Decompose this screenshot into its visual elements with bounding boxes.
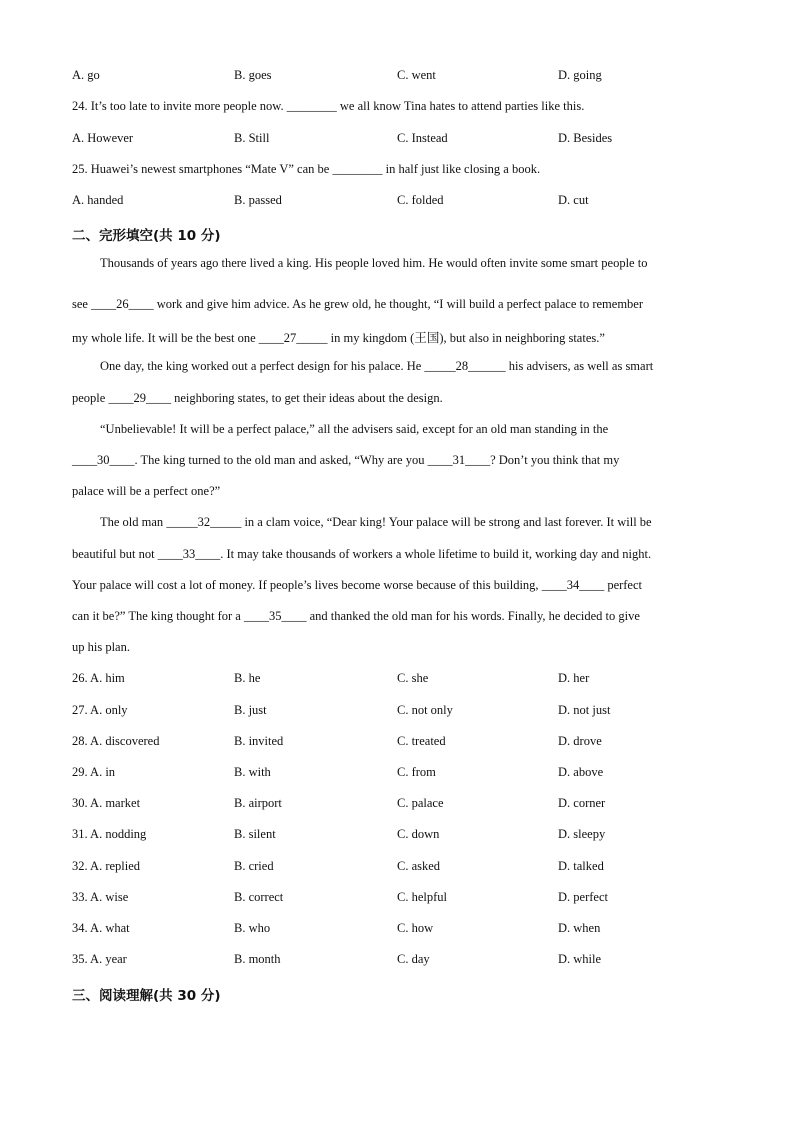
question-row-35 [72, 952, 732, 972]
option-c: C. palace [397, 796, 444, 810]
option-c: C. day [397, 952, 430, 966]
option-a: A. go [72, 68, 100, 82]
option-d: D. sleepy [558, 827, 606, 841]
passage-line: palace will be a perfect one?” [72, 484, 221, 498]
blank-35: ____35____ [243, 609, 307, 623]
option-d: D. perfect [558, 890, 608, 904]
question-row-28 [72, 734, 732, 754]
option-d: D. cut [558, 193, 589, 207]
option-c: C. treated [397, 734, 446, 748]
question-row-29 [72, 765, 732, 785]
option-b: B. invited [234, 734, 284, 748]
option-b: B. just [234, 703, 267, 717]
question-row-26 [72, 671, 732, 691]
option-c: C. she [397, 671, 429, 685]
blank-30: ____30____ [72, 453, 135, 467]
passage-line: can it be?” The king thought for a ____35____ and thanked the old man for his words. Finally, he decided to give [72, 609, 640, 623]
option-c: C. went [397, 68, 436, 82]
passage-line: “Unbelievable! It will be a perfect palace,” all the advisers said, except for an old man standing in the [100, 422, 609, 436]
blank-33: ____33____ [157, 547, 221, 561]
option-a: 35. A. year [72, 952, 127, 966]
passage-line: Your palace will cost a lot of money. If people’s lives become worse because of this building, ____34____ perfect [72, 578, 643, 592]
option-d: D. when [558, 921, 601, 935]
option-a: 33. A. wise [72, 890, 129, 904]
passage-line: up his plan. [72, 640, 130, 654]
option-b: B. Still [234, 131, 270, 145]
blank-28: _____28______ [424, 359, 506, 373]
option-b: B. he [234, 671, 261, 685]
blank-29: ____29____ [108, 391, 171, 405]
option-d: D. while [558, 952, 602, 966]
option-a: A. handed [72, 193, 124, 207]
option-b: B. airport [234, 796, 282, 810]
question-row-34 [72, 921, 732, 941]
option-c: C. not only [397, 703, 453, 717]
question-row-32 [72, 859, 732, 879]
option-c: C. Instead [397, 131, 448, 145]
option-b: B. who [234, 921, 271, 935]
question-row-33 [72, 890, 732, 910]
section-heading-cloze: 二、完形填空(共 10 分) [72, 228, 221, 244]
passage-line: One day, the king worked out a perfect design for his palace. He _____28______ his advisers, as well as smart [100, 359, 654, 373]
option-a: 28. A. discovered [72, 734, 160, 748]
q24-options [72, 131, 732, 151]
q23-options [72, 68, 732, 88]
section-heading-reading: 三、阅读理解(共 30 分) [72, 988, 221, 1004]
option-c: C. asked [397, 859, 441, 873]
option-a: 27. A. only [72, 703, 128, 717]
q25-stem: 25. Huawei’s newest smartphones “Mate V” can be ________ in half just like closing a book. [72, 162, 541, 176]
option-b: B. passed [234, 193, 282, 207]
blank-31: ____31____ [427, 453, 491, 467]
question-row-31 [72, 827, 732, 847]
question-row-30 [72, 796, 732, 816]
option-b: B. correct [234, 890, 284, 904]
option-c: C. helpful [397, 890, 447, 904]
option-b: B. month [234, 952, 281, 966]
q25-options [72, 193, 732, 213]
option-d: D. drove [558, 734, 602, 748]
q24-stem: 24. It’s too late to invite more people now. ________ we all know Tina hates to attend parties like this. [72, 99, 585, 113]
question-row-27 [72, 703, 732, 723]
option-b: B. goes [234, 68, 272, 82]
blank-26: ____26____ [91, 297, 154, 311]
option-c: C. from [397, 765, 436, 779]
option-c: C. folded [397, 193, 444, 207]
option-d: D. talked [558, 859, 604, 873]
option-d: D. not just [558, 703, 611, 717]
blank-27: ____27_____ [258, 331, 328, 345]
option-a: 29. A. in [72, 765, 116, 779]
option-d: D. Besides [558, 131, 613, 145]
passage-line: my whole life. It will be the best one ____27_____ in my kingdom (王国), but also in neighboring states.” [72, 331, 605, 345]
option-d: D. going [558, 68, 602, 82]
option-c: C. down [397, 827, 440, 841]
blank-32: _____32_____ [166, 515, 242, 529]
passage-line: beautiful but not ____33____. It may take thousands of workers a whole lifetime to build it, working day and night. [72, 547, 652, 561]
option-d: D. her [558, 671, 590, 685]
q25-blank: ________ [332, 162, 383, 176]
option-d: D. above [558, 765, 604, 779]
option-a: 34. A. what [72, 921, 130, 935]
option-a: 26. A. him [72, 671, 125, 685]
option-a: 32. A. replied [72, 859, 141, 873]
passage-line: see ____26____ work and give him advice. As he grew old, he thought, “I will build a perfect palace to remember [72, 297, 644, 311]
passage-line: ____30____. The king turned to the old man and asked, “Why are you ____31____? Don’t you think that my [72, 453, 620, 467]
option-a: 31. A. nodding [72, 827, 147, 841]
option-b: B. silent [234, 827, 276, 841]
option-b: B. cried [234, 859, 274, 873]
q24-blank: ________ [286, 99, 337, 113]
option-a: A. However [72, 131, 134, 145]
passage-line: Thousands of years ago there lived a king. His people loved him. He would often invite some smart people to [100, 256, 648, 270]
option-a: 30. A. market [72, 796, 141, 810]
blank-34: ____34____ [541, 578, 605, 592]
option-d: D. corner [558, 796, 606, 810]
passage-line: people ____29____ neighboring states, to get their ideas about the design. [72, 391, 443, 405]
passage-line: The old man _____32_____ in a clam voice, “Dear king! Your palace will be strong and last forever. It will be [100, 515, 652, 529]
option-c: C. how [397, 921, 434, 935]
option-b: B. with [234, 765, 271, 779]
